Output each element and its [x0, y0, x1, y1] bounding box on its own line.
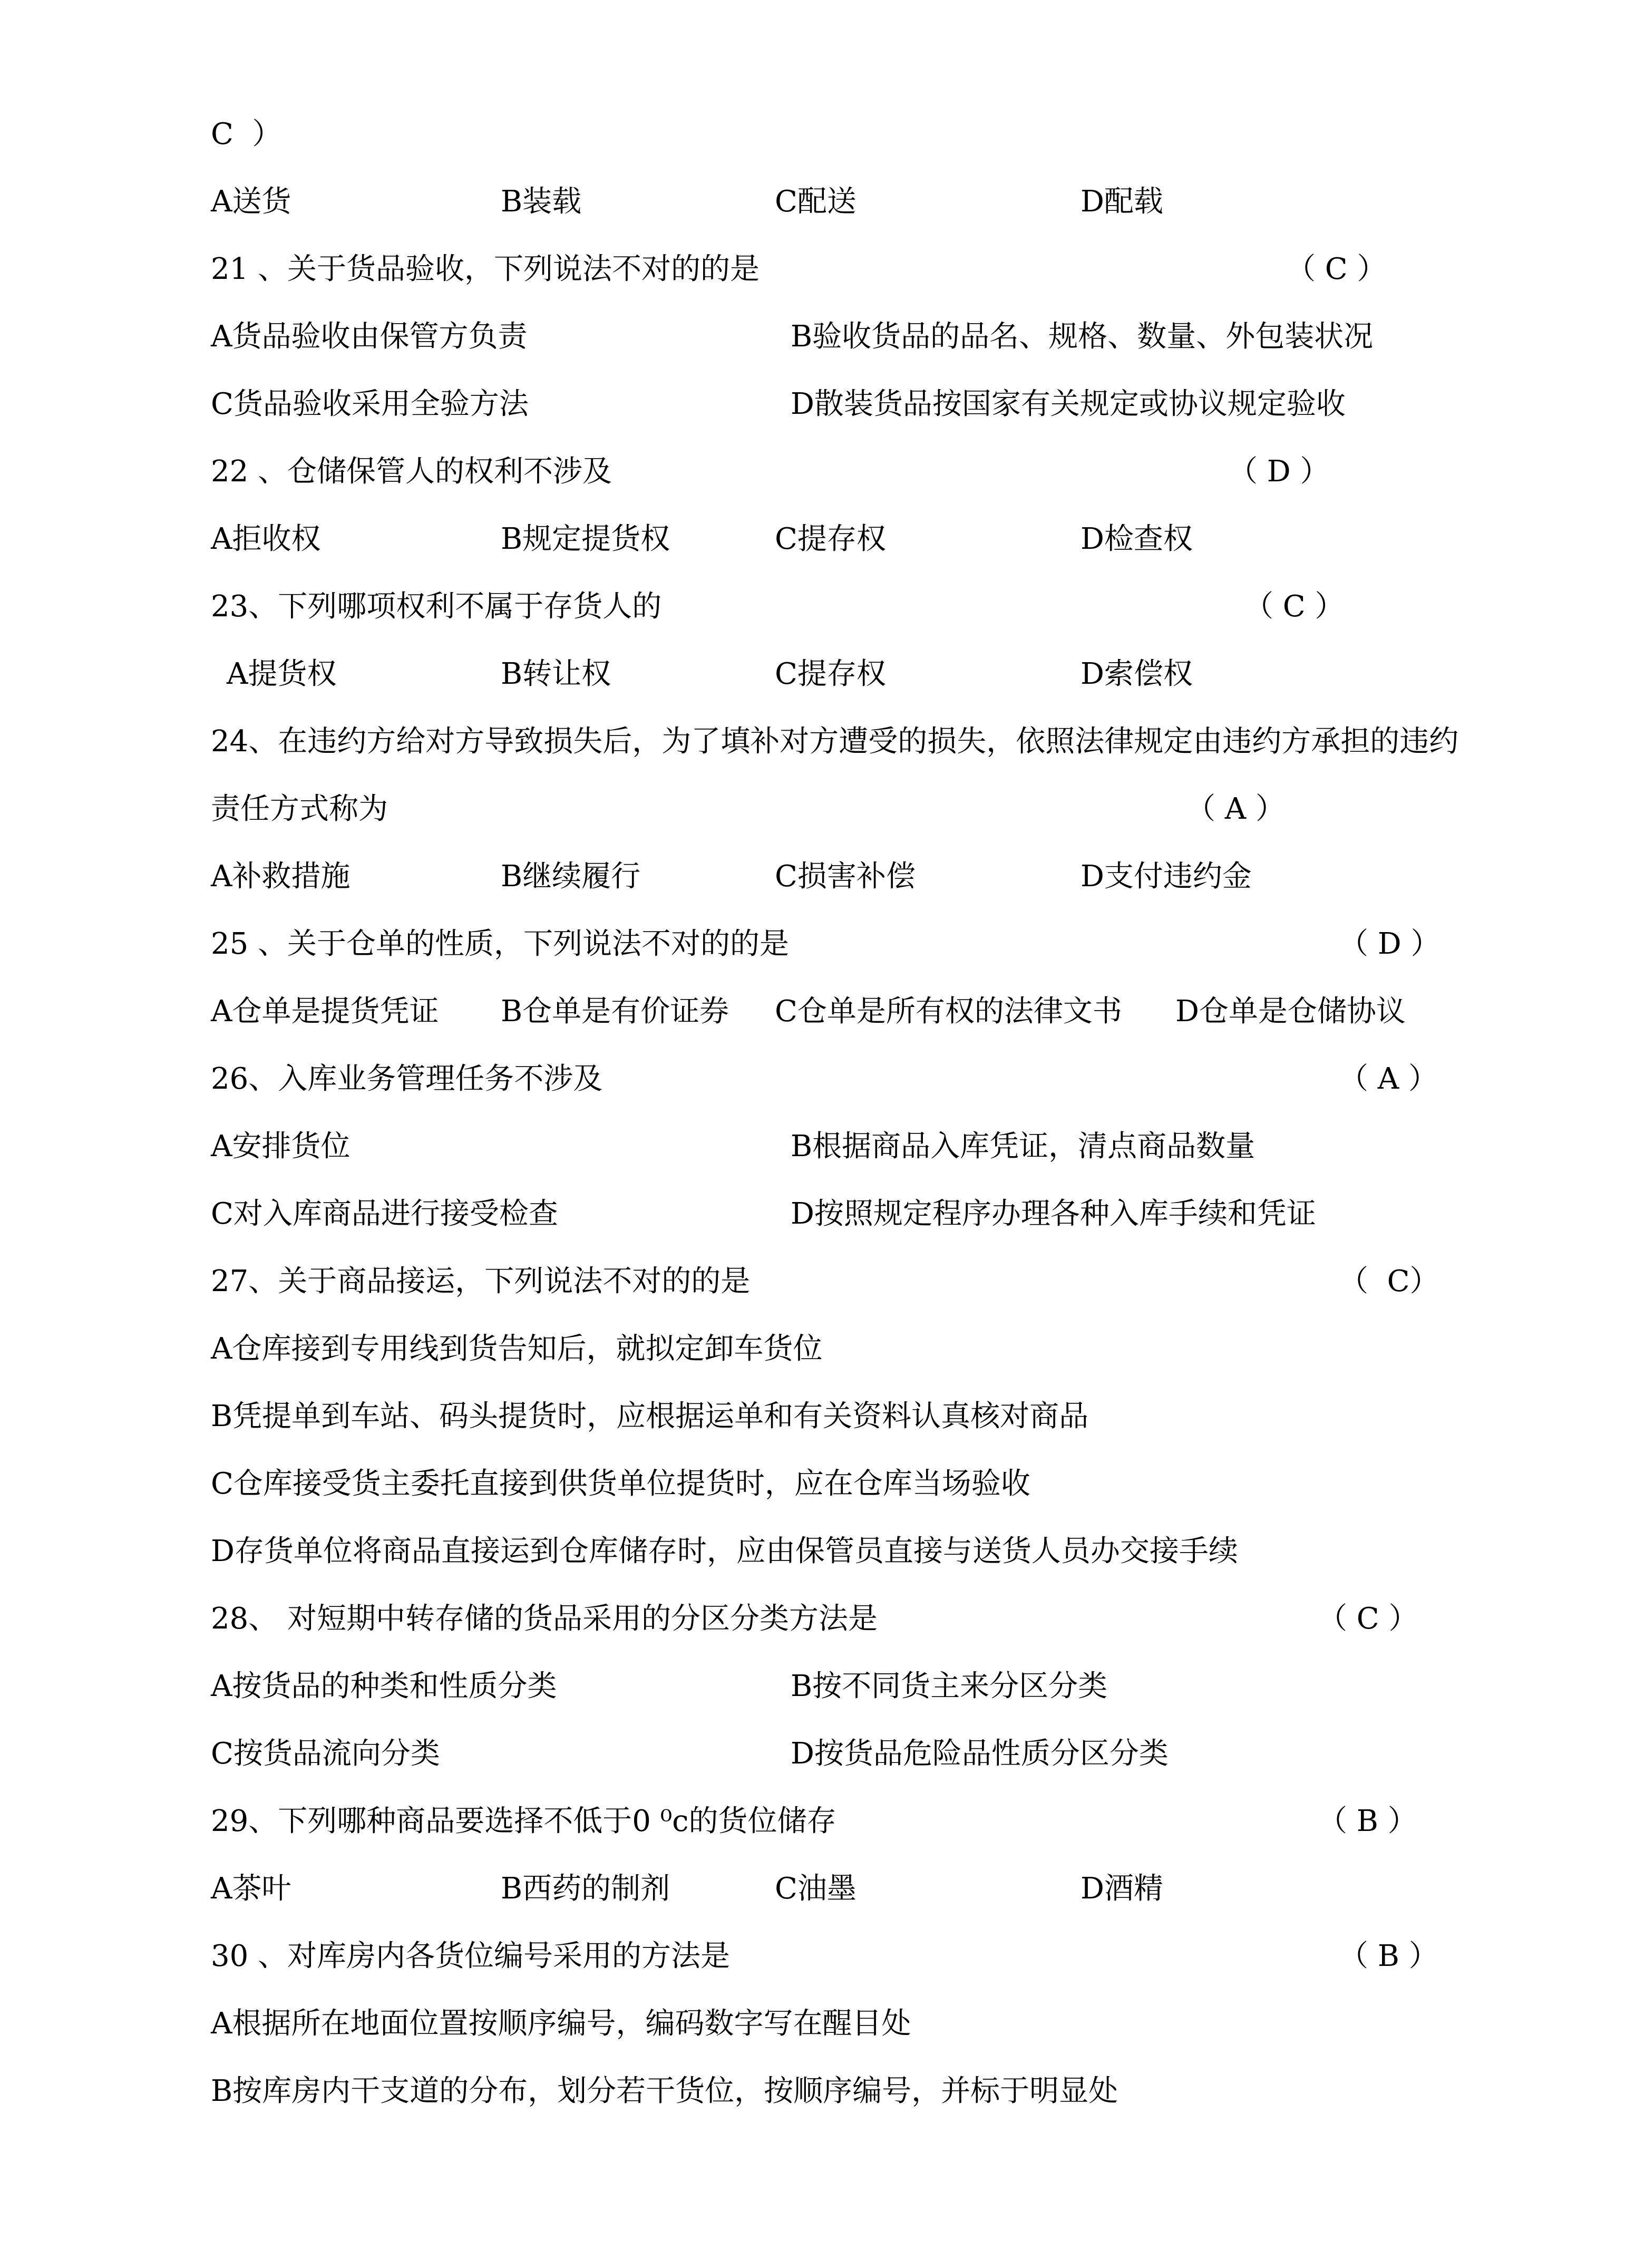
option-a: A送货	[211, 185, 291, 219]
question-24	[0, 718, 1635, 765]
options-row	[0, 988, 1635, 1035]
option-line	[0, 1528, 1635, 1575]
question-30	[0, 1933, 1635, 1980]
question-27	[0, 1258, 1635, 1305]
option-c: C仓单是所有权的法律文书	[775, 994, 1122, 1029]
option-c: C损害补偿	[775, 859, 916, 894]
option-b: B验收货品的品名、规格、数量、外包装状况	[791, 319, 1374, 354]
option-line	[0, 1325, 1635, 1373]
option-a: A仓库接到专用线到货告知后，就拟定卸车货位	[211, 1332, 823, 1366]
option-b: B西药的制剂	[501, 1872, 670, 1906]
options-row	[0, 651, 1635, 698]
option-line	[0, 2000, 1635, 2048]
option-c: C仓库接受货主委托直接到供货单位提货时，应在仓库当场验收	[211, 1467, 1030, 1501]
answer-badge: （ D ）	[1228, 454, 1330, 489]
option-line	[0, 1460, 1635, 1508]
option-d: D仓单是仓储协议	[1175, 994, 1406, 1029]
option-b: B仓单是有价证券	[501, 994, 729, 1029]
answer-badge: （ C ）	[1318, 1602, 1418, 1636]
question-29	[0, 1798, 1635, 1845]
answer-badge: （ A ）	[1339, 1062, 1438, 1096]
question-stem: 22 、仓储保管人的权利不涉及	[211, 454, 612, 489]
option-a: A拒收权	[211, 522, 321, 556]
option-d: D按照规定程序办理各种入库手续和凭证	[791, 1197, 1316, 1231]
option-a: A按货品的种类和性质分类	[211, 1669, 557, 1703]
option-b: B根据商品入库凭证，清点商品数量	[791, 1129, 1256, 1164]
question-25	[0, 920, 1635, 968]
option-a: A根据所在地面位置按顺序编号，编码数字写在醒目处	[211, 2007, 911, 2041]
answer-badge: （ C ）	[1244, 589, 1345, 624]
options-row	[0, 1730, 1635, 1778]
question-23	[0, 583, 1635, 631]
options-row	[0, 381, 1635, 428]
answer-badge: （ C ）	[1286, 252, 1387, 286]
question-21	[0, 246, 1635, 293]
options-row	[0, 1663, 1635, 1710]
option-c: C油墨	[775, 1872, 857, 1906]
answer-badge: （ A ）	[1186, 792, 1286, 826]
question-stem: 24、在违约方给对方导致损失后，为了填补对方遭受的损失，依照法律规定由违约方承担的违约	[211, 724, 1459, 759]
options-row	[0, 1865, 1635, 1913]
option-a: A提货权	[227, 657, 337, 691]
option-b: B按库房内干支道的分布，划分若干货位，按顺序编号，并标于明显处	[211, 2074, 1118, 2108]
question-22	[0, 448, 1635, 496]
option-b: B规定提货权	[501, 522, 670, 556]
option-d: D存货单位将商品直接运到仓库储存时，应由保管员直接与送货人员办交接手续	[211, 1534, 1238, 1568]
question-stem: 27、关于商品接运，下列说法不对的的是	[211, 1264, 751, 1298]
options-row	[0, 1123, 1635, 1170]
question-stem: 21 、关于货品验收，下列说法不对的的是	[211, 252, 760, 286]
answer-badge: （ D ）	[1339, 927, 1441, 961]
options-row	[0, 313, 1635, 361]
question-24-cont	[0, 786, 1635, 833]
option-d: D索偿权	[1081, 657, 1193, 691]
answer-line-prev	[0, 111, 1635, 158]
option-d: D检查权	[1081, 522, 1193, 556]
options-row	[0, 1190, 1635, 1238]
question-stem: 26、入库业务管理任务不涉及	[211, 1062, 603, 1096]
question-stem: 28、 对短期中转存储的货品采用的分区分类方法是	[211, 1602, 878, 1636]
option-c: C按货品流向分类	[211, 1737, 440, 1771]
option-c: C货品验收采用全验方法	[211, 387, 529, 421]
option-a: A补救措施	[211, 859, 351, 894]
option-line	[0, 2068, 1635, 2115]
option-a: A货品验收由保管方负责	[211, 319, 528, 354]
answer-badge: （ B ）	[1339, 1939, 1438, 1973]
option-d: D散装货品按国家有关规定或协议规定验收	[791, 387, 1346, 421]
option-b: B凭提单到车站、码头提货时，应根据运单和有关资料认真核对商品	[211, 1399, 1089, 1433]
option-b: B按不同货主来分区分类	[791, 1669, 1108, 1703]
option-b: B转让权	[501, 657, 611, 691]
option-c: C提存权	[775, 522, 886, 556]
option-d: D支付违约金	[1081, 859, 1252, 894]
option-b: B装载	[501, 185, 582, 219]
option-line	[0, 1393, 1635, 1440]
answer-badge: （ C）	[1339, 1264, 1439, 1298]
answer-text: C ）	[211, 117, 282, 151]
option-c: C配送	[775, 185, 857, 219]
question-stem: 23、下列哪项权利不属于存货人的	[211, 589, 662, 624]
question-stem: 30 、对库房内各货位编号采用的方法是	[211, 1939, 731, 1973]
option-a: A茶叶	[211, 1872, 291, 1906]
answer-badge: （ B ）	[1318, 1804, 1417, 1838]
option-d: D配载	[1081, 185, 1163, 219]
option-a: A安排货位	[211, 1129, 351, 1164]
options-row	[0, 516, 1635, 563]
option-a: A仓单是提货凭证	[211, 994, 439, 1029]
question-stem: 25 、关于仓单的性质，下列说法不对的的是	[211, 927, 790, 961]
question-28	[0, 1595, 1635, 1643]
question-26	[0, 1055, 1635, 1103]
option-c: C对入库商品进行接受检查	[211, 1197, 558, 1231]
option-c: C提存权	[775, 657, 886, 691]
question-stem: 责任方式称为	[211, 792, 388, 826]
option-b: B继续履行	[501, 859, 641, 894]
options-row	[0, 853, 1635, 900]
option-d: D酒精	[1081, 1872, 1163, 1906]
options-row	[0, 178, 1635, 226]
option-d: D按货品危险品性质分区分类	[791, 1737, 1169, 1771]
question-stem: 29、下列哪种商品要选择不低于0 ⁰c的货位储存	[211, 1804, 836, 1838]
